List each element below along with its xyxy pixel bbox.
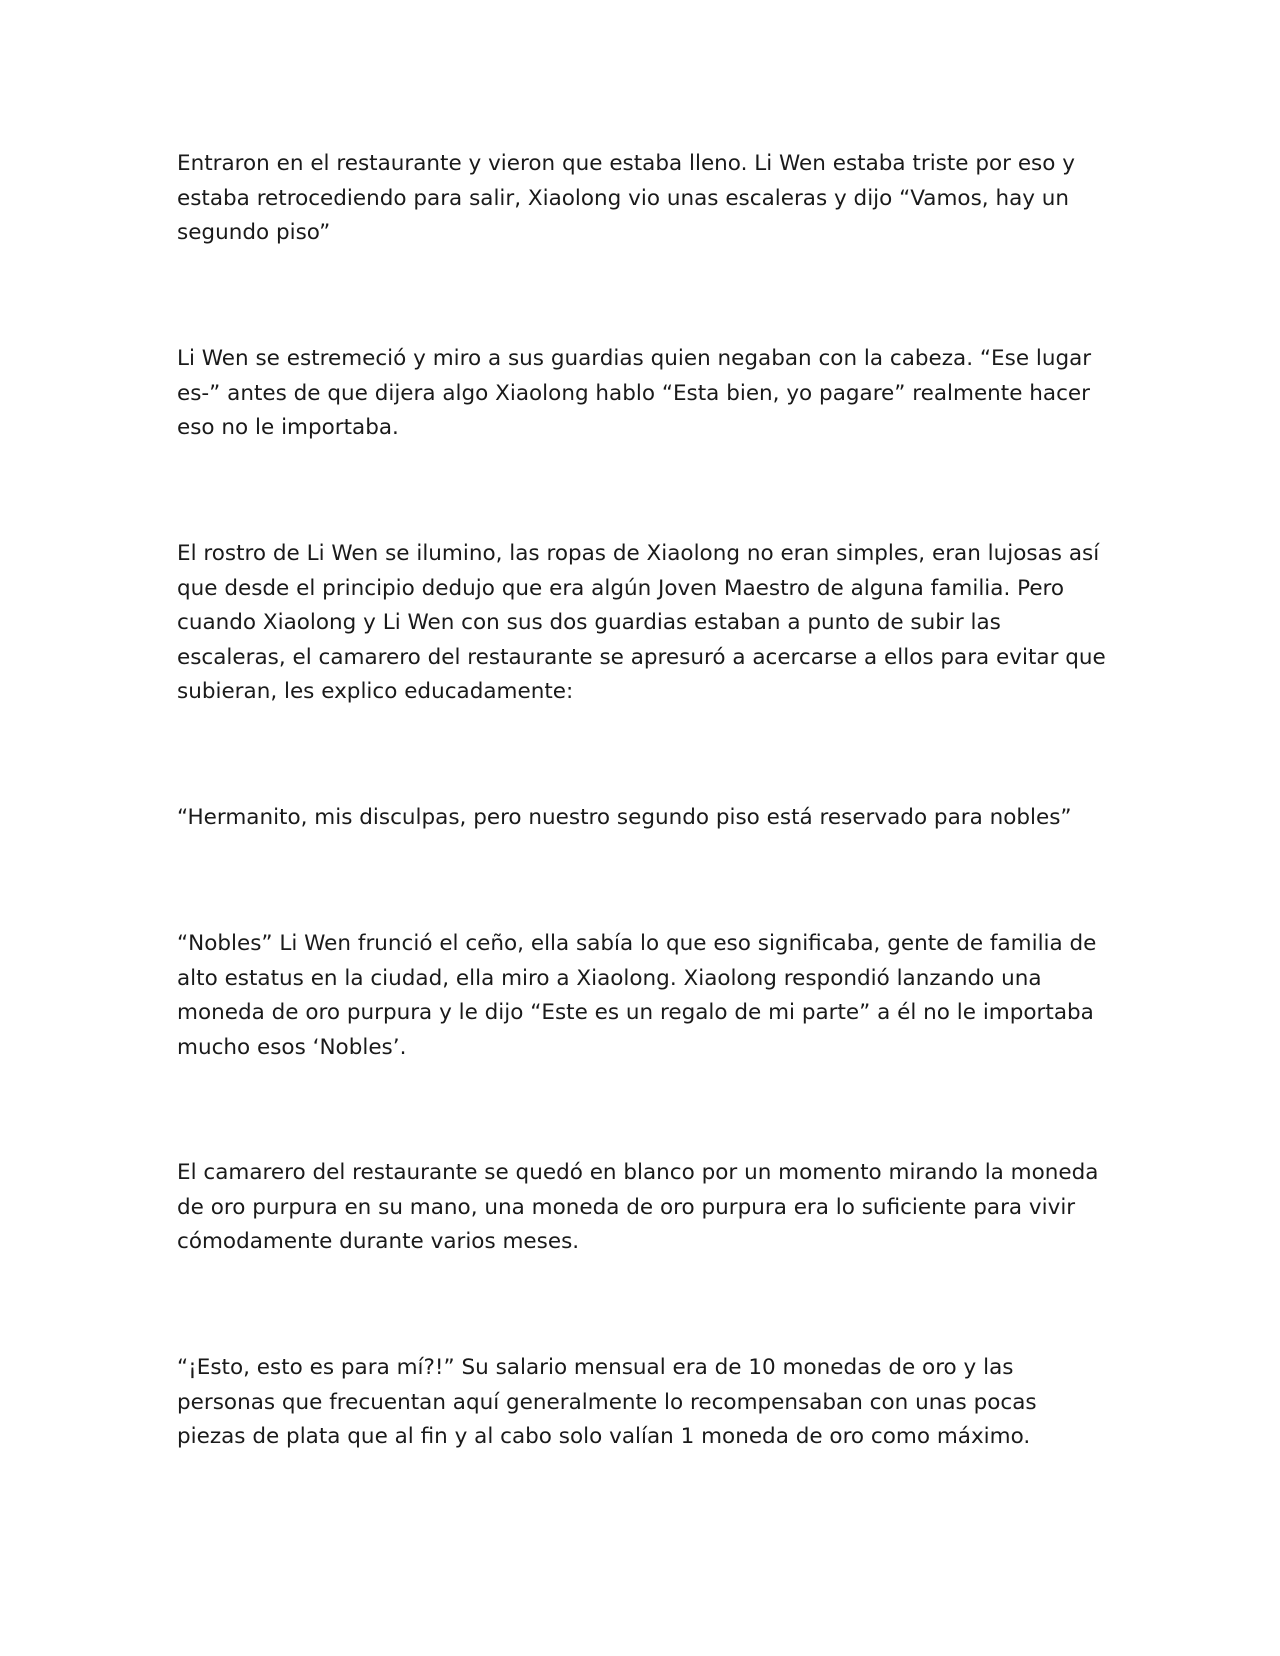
paragraph-4: “Hermanito, mis disculpas, pero nuestro segundo piso está reservado para nobles”	[177, 805, 1072, 830]
paragraph-6: El camarero del restaurante se quedó en blanco por un momento mirando la moneda de oro purpura en su mano, una moneda de oro purpura era lo suficiente para vivir cómodamente durante varios meses.	[177, 1160, 1099, 1254]
paragraph-3: El rostro de Li Wen se ilumino, las ropas de Xiaolong no eran simples, eran lujosas así que desde el principio dedujo que era algún Joven Maestro de alguna familia. Pero cuando Xiaolong y Li Wen con sus dos guardias estaban a punto de subir las escaleras, el camarero del restaurante se apresuró a acercarse a ellos para evitar que subieran, les explico educadamente:	[177, 541, 1106, 704]
paragraph-5: “Nobles” Li Wen frunció el ceño, ella sabía lo que eso significaba, gente de familia de alto estatus en la ciudad, ella miro a Xiaolong. Xiaolong respondió lanzando una moneda de oro purpura y le dijo “Este es un regalo de mi parte” a él no le importaba mucho esos ‘Nobles’.	[177, 931, 1097, 1060]
paragraph-2: Li Wen se estremeció y miro a sus guardias quien negaban con la cabeza. “Ese lugar es-” antes de que dijera algo Xiaolong hablo “Esta bien, yo pagare” realmente hacer eso no le importaba.	[177, 346, 1092, 440]
paragraph-1: Entraron en el restaurante y vieron que estaba lleno. Li Wen estaba triste por eso y estaba retrocediendo para salir, Xiaolong vio unas escaleras y dijo “Vamos, hay un segundo piso”	[177, 151, 1075, 245]
paragraph-7: “¡Esto, esto es para mí?!” Su salario mensual era de 10 monedas de oro y las personas que frecuentan aquí generalmente lo recompensaban con unas pocas piezas de plata que al fin y al cabo solo valían 1 moneda de oro como máximo.	[177, 1355, 1037, 1449]
